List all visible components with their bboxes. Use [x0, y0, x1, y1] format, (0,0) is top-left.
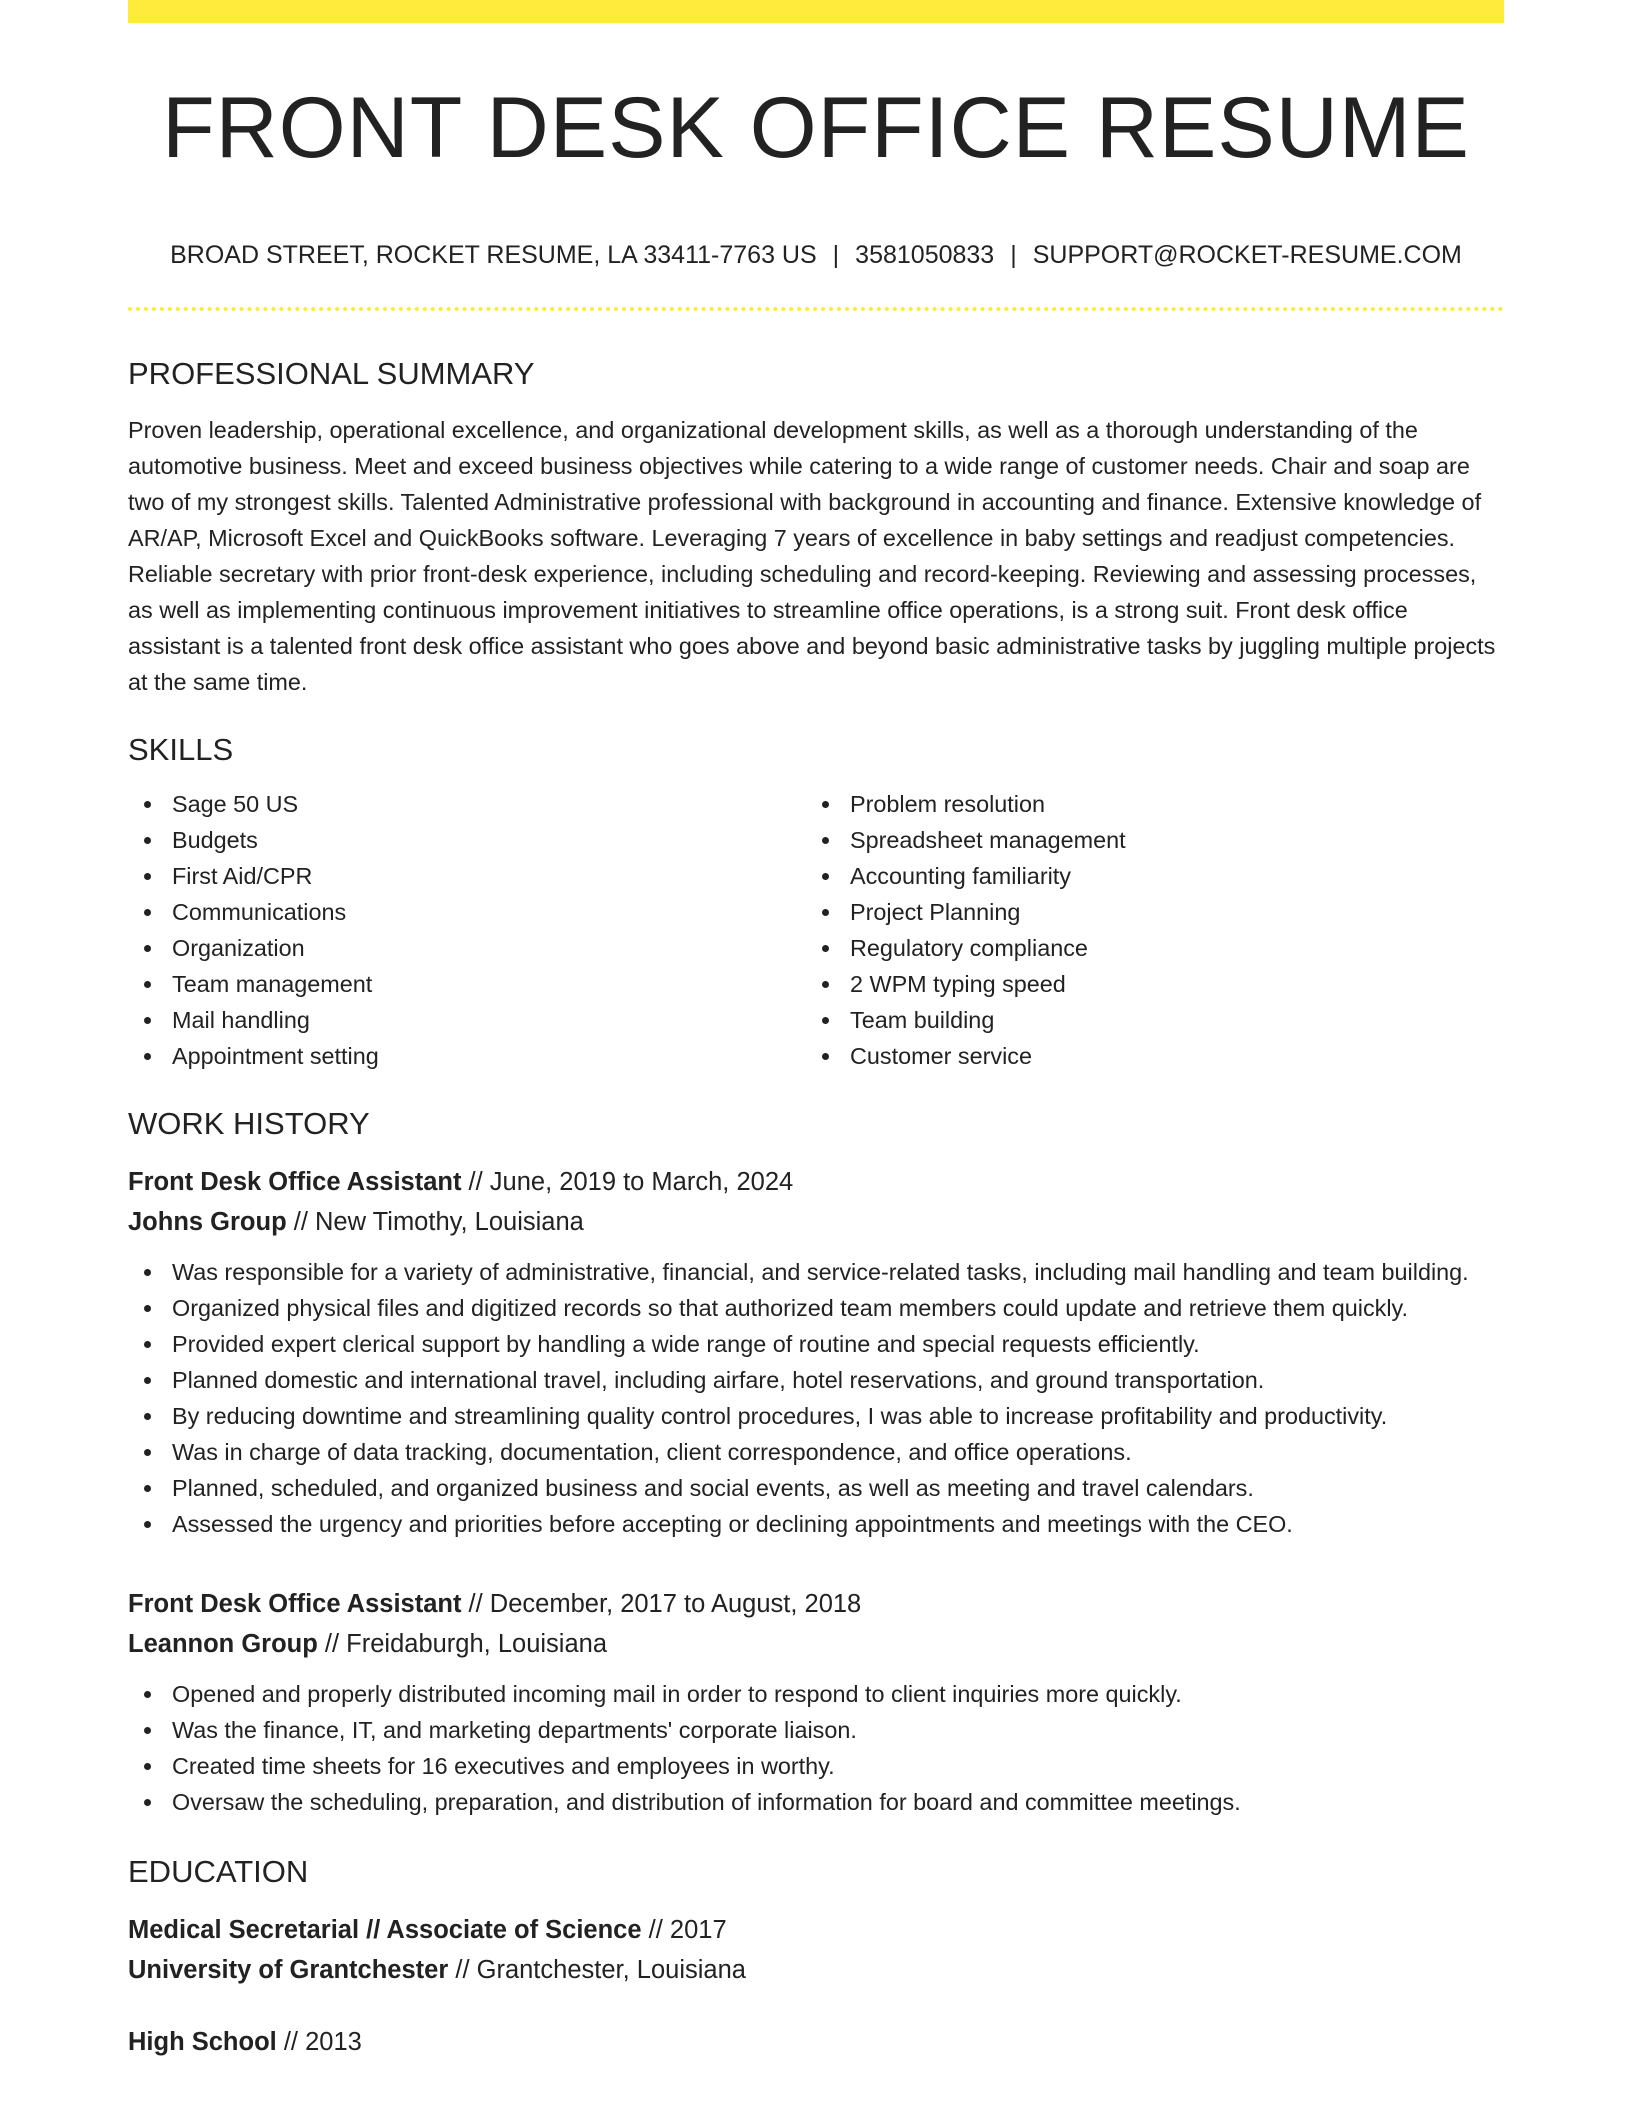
skill-item: First Aid/CPR	[128, 858, 806, 894]
education-year: // 2017	[641, 1916, 727, 1944]
skill-item: Project Planning	[806, 894, 1484, 930]
job-bullets	[128, 1676, 1504, 1820]
job-location: // New Timothy, Louisiana	[286, 1208, 584, 1236]
skill-item: Customer service	[806, 1038, 1484, 1074]
job-dates: // December, 2017 to August, 2018	[461, 1590, 862, 1618]
job-bullet: Created time sheets for 16 executives and employees in worthy.	[128, 1748, 1504, 1784]
job-company-line	[128, 1202, 1504, 1242]
contact-phone: 3581050833	[855, 241, 995, 269]
skills-right-list	[806, 786, 1484, 1074]
education-school-line	[128, 1950, 1504, 1990]
skill-item: Team management	[128, 966, 806, 1002]
job-bullet: Organized physical files and digitized records so that authorized team members could update and retrieve them quickly.	[128, 1290, 1504, 1326]
job-bullet: Planned, scheduled, and organized business and social events, as well as meeting and travel calendars.	[128, 1470, 1504, 1506]
education-heading: EDUCATION	[128, 1854, 309, 1889]
job-bullet: Planned domestic and international travel, including airfare, hotel reservations, and ground transportation.	[128, 1362, 1504, 1398]
skills-columns	[128, 786, 1504, 1074]
skill-item: Regulatory compliance	[806, 930, 1484, 966]
skill-item: Problem resolution	[806, 786, 1484, 822]
job-title: Front Desk Office Assistant	[128, 1168, 462, 1196]
education-year: // 2013	[276, 2028, 362, 2056]
dotted-divider	[128, 307, 1504, 311]
job-bullets	[128, 1254, 1504, 1542]
job-dates: // June, 2019 to March, 2024	[461, 1168, 794, 1196]
job-location: // Freidaburgh, Louisiana	[317, 1630, 608, 1658]
job-bullet: Was responsible for a variety of administrative, financial, and service-related tasks, including mail handling and team building.	[128, 1254, 1504, 1290]
skills-heading: SKILLS	[128, 732, 234, 767]
education-entry	[128, 1910, 1504, 1990]
education-list	[128, 1910, 1504, 2062]
skill-item: Mail handling	[128, 1002, 806, 1038]
skills-left-list	[128, 786, 806, 1074]
job-bullet: Oversaw the scheduling, preparation, and distribution of information for board and committee meetings.	[128, 1784, 1504, 1820]
skill-item: Budgets	[128, 822, 806, 858]
skill-item: Communications	[128, 894, 806, 930]
education-entry	[128, 2022, 1504, 2062]
skill-item: Organization	[128, 930, 806, 966]
education-degree: High School	[128, 2028, 277, 2056]
job-title: Front Desk Office Assistant	[128, 1590, 462, 1618]
skill-item: Accounting familiarity	[806, 858, 1484, 894]
job-bullet: Assessed the urgency and priorities before accepting or declining appointments and meetings with the CEO.	[128, 1506, 1504, 1542]
job-bullet: Opened and properly distributed incoming mail in order to respond to client inquiries more quickly.	[128, 1676, 1504, 1712]
skill-item: Sage 50 US	[128, 786, 806, 822]
skill-item: 2 WPM typing speed	[806, 966, 1484, 1002]
job-entry	[128, 1584, 1504, 1820]
job-bullet: Was the finance, IT, and marketing departments' corporate liaison.	[128, 1712, 1504, 1748]
work-history-heading: WORK HISTORY	[128, 1106, 370, 1141]
summary-text: Proven leadership, operational excellence, and organizational development skills, as well as a thorough understanding of the automotive business. Meet and exceed business objectives while catering to a wide range of customer needs. Chair and soap are two of my strongest skills. Talented Administrative professional with background in accounting and finance. Extensive knowledge of AR/AP, Microsoft Excel and QuickBooks software. Leveraging 7 years of excellence in baby settings and readjust competencies. Reliable secretary with prior front-desk experience, including scheduling and record-keeping. Reviewing and assessing processes, as well as implementing continuous improvement initiatives to streamline office operations, is a strong suit. Front desk office assistant is a talented front desk office assistant who goes above and beyond basic administrative tasks by juggling multiple projects at the same time.	[128, 417, 1496, 695]
job-title-line	[128, 1584, 1504, 1624]
contact-separator: |	[832, 241, 840, 269]
contact-separator: |	[1010, 241, 1017, 269]
contact-address: BROAD STREET, ROCKET RESUME, LA 33411-7763 US	[170, 241, 817, 269]
education-degree-line	[128, 2022, 1504, 2062]
job-title-line	[128, 1162, 1504, 1202]
contact-line	[128, 237, 1504, 273]
job-bullet: Was in charge of data tracking, documentation, client correspondence, and office operations.	[128, 1434, 1504, 1470]
work-history-list	[128, 1162, 1504, 1820]
skill-item: Team building	[806, 1002, 1484, 1038]
resume-content	[128, 352, 1504, 2062]
summary-heading: PROFESSIONAL SUMMARY	[128, 356, 535, 391]
job-company-line	[128, 1624, 1504, 1664]
job-company: Johns Group	[128, 1208, 287, 1236]
job-entry	[128, 1162, 1504, 1542]
resume-title: FRONT DESK OFFICE RESUME	[162, 80, 1470, 176]
job-company: Leannon Group	[128, 1630, 318, 1658]
skill-item: Appointment setting	[128, 1038, 806, 1074]
education-location: // Grantchester, Louisiana	[448, 1956, 746, 1984]
education-degree: Medical Secretarial // Associate of Science	[128, 1916, 642, 1944]
education-school: University of Grantchester	[128, 1956, 449, 1984]
skill-item: Spreadsheet management	[806, 822, 1484, 858]
education-degree-line	[128, 1910, 1504, 1950]
contact-email: SUPPORT@ROCKET-RESUME.COM	[1032, 241, 1462, 269]
job-bullet: Provided expert clerical support by handling a wide range of routine and special requests efficiently.	[128, 1326, 1504, 1362]
top-accent-bar	[128, 0, 1504, 23]
job-bullet: By reducing downtime and streamlining quality control procedures, I was able to increase profitability and productivity.	[128, 1398, 1504, 1434]
